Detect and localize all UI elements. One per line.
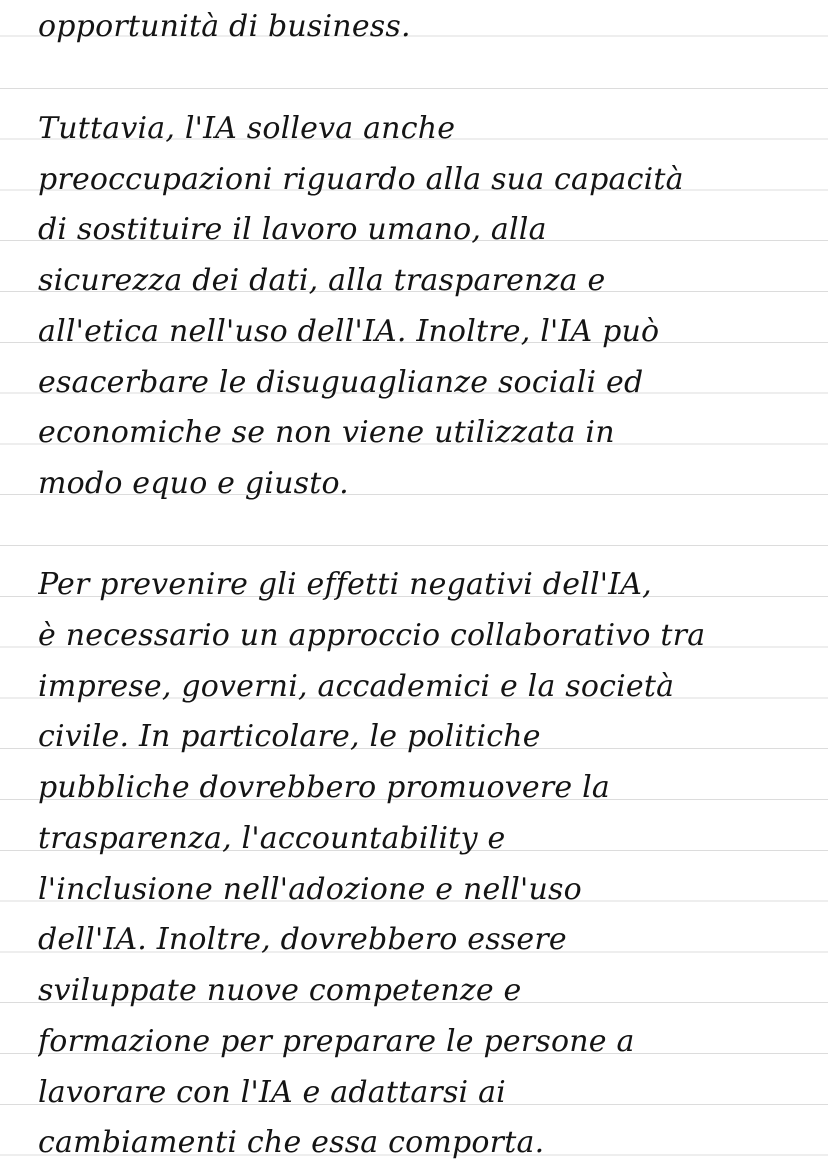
note-line: trasparenza, l'accountability e	[38, 821, 506, 856]
note-line: l'inclusione nell'adozione e nell'uso	[38, 872, 582, 907]
note-line: pubbliche dovrebbero promuovere la	[38, 770, 610, 805]
note-line: sviluppate nuove competenze e	[38, 973, 522, 1008]
note-line: imprese, governi, accademici e la società	[38, 669, 675, 704]
note-line: è necessario un approccio collaborativo tra	[38, 618, 706, 653]
note-line: lavorare con l'IA e adattarsi ai	[38, 1075, 506, 1110]
note-line: modo equo e giusto.	[38, 466, 349, 501]
note-line: dell'IA. Inoltre, dovrebbero essere	[38, 922, 567, 957]
note-line: esacerbare le disuguaglianze sociali ed	[38, 365, 644, 400]
note-line: opportunità di business.	[38, 9, 411, 44]
note-line: cambiamenti che essa comporta.	[38, 1125, 545, 1160]
note-line: civile. In particolare, le politiche	[38, 719, 541, 754]
note-line: all'etica nell'uso dell'IA. Inoltre, l'IA può	[38, 314, 660, 349]
note-line: preoccupazioni riguardo alla sua capacità	[38, 162, 684, 197]
note-line: formazione per preparare le persone a	[38, 1024, 635, 1059]
note-line: Tuttavia, l'IA solleva anche	[38, 111, 456, 146]
note-line: economiche se non viene utilizzata in	[38, 415, 615, 450]
note-line: sicurezza dei dati, alla trasparenza e	[38, 263, 606, 298]
note-line: di sostituire il lavoro umano, alla	[38, 212, 547, 247]
note-line: Per prevenire gli effetti negativi dell'IA,	[38, 567, 652, 602]
